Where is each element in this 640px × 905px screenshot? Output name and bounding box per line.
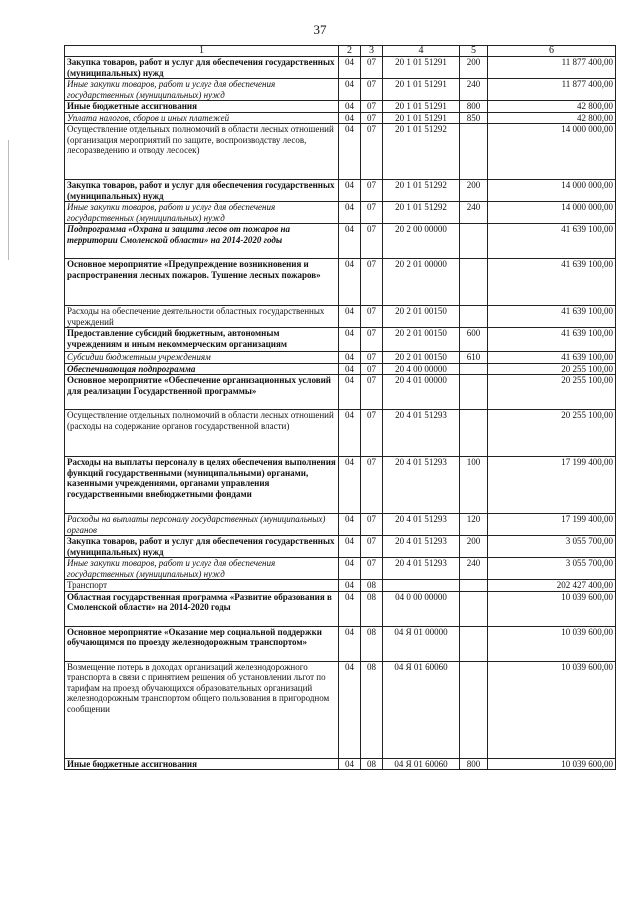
row-target-code-cell: 20 1 01 51292 bbox=[383, 202, 460, 224]
table-row bbox=[65, 202, 616, 224]
row-amount-cell: 17 199 400,00 bbox=[488, 457, 616, 514]
table-row bbox=[65, 224, 616, 259]
row-amount-cell: 10 039 600,00 bbox=[488, 626, 616, 661]
row-section-cell: 04 bbox=[339, 626, 361, 661]
row-expense-type-cell: 610 bbox=[460, 352, 488, 364]
row-expense-type-cell: 240 bbox=[460, 79, 488, 101]
row-section-cell: 04 bbox=[339, 57, 361, 79]
row-subsection-cell: 07 bbox=[361, 57, 383, 79]
row-name-cell: Закупка товаров, работ и услуг для обеспечения государственных (муниципальных) нужд bbox=[65, 536, 339, 558]
table-row bbox=[65, 410, 616, 457]
budget-table bbox=[64, 45, 616, 770]
row-expense-type-cell: 200 bbox=[460, 57, 488, 79]
row-target-code-cell: 20 2 01 00150 bbox=[383, 328, 460, 352]
row-target-code-cell: 20 4 00 00000 bbox=[383, 363, 460, 375]
table-row bbox=[65, 558, 616, 580]
row-expense-type-cell bbox=[460, 259, 488, 306]
row-section-cell: 04 bbox=[339, 536, 361, 558]
row-subsection-cell: 07 bbox=[361, 410, 383, 457]
row-subsection-cell: 07 bbox=[361, 536, 383, 558]
row-name-cell: Подпрограмма «Охрана и защита лесов от пожаров на территории Смоленской области» на 2014-2020 годы bbox=[65, 224, 339, 259]
row-target-code-cell: 20 2 01 00150 bbox=[383, 306, 460, 328]
row-name-cell: Основное мероприятие «Предупреждение возникновения и распространения лесных пожаров. Тушение лесных пожаров» bbox=[65, 259, 339, 306]
row-subsection-cell: 07 bbox=[361, 202, 383, 224]
row-expense-type-cell: 200 bbox=[460, 180, 488, 202]
row-name-cell: Обеспечивающая подпрограмма bbox=[65, 363, 339, 375]
row-amount-cell: 42 800,00 bbox=[488, 101, 616, 113]
row-subsection-cell: 07 bbox=[361, 112, 383, 124]
row-expense-type-cell bbox=[460, 224, 488, 259]
row-name-cell: Транспорт bbox=[65, 580, 339, 592]
row-amount-cell: 20 255 100,00 bbox=[488, 363, 616, 375]
row-amount-cell: 14 000 000,00 bbox=[488, 180, 616, 202]
row-section-cell: 04 bbox=[339, 558, 361, 580]
row-target-code-cell: 20 4 01 00000 bbox=[383, 375, 460, 410]
table-row bbox=[65, 626, 616, 661]
row-section-cell: 04 bbox=[339, 259, 361, 306]
row-expense-type-cell: 850 bbox=[460, 112, 488, 124]
row-section-cell: 04 bbox=[339, 124, 361, 180]
row-subsection-cell: 07 bbox=[361, 375, 383, 410]
table-row bbox=[65, 57, 616, 79]
row-name-cell: Расходы на обеспечение деятельности областных государственных учреждений bbox=[65, 306, 339, 328]
row-amount-cell: 11 877 400,00 bbox=[488, 57, 616, 79]
row-amount-cell: 3 055 700,00 bbox=[488, 536, 616, 558]
row-section-cell: 04 bbox=[339, 580, 361, 592]
table-row bbox=[65, 259, 616, 306]
row-amount-cell: 14 000 000,00 bbox=[488, 124, 616, 180]
table-row bbox=[65, 758, 616, 770]
header-col-2: 2 bbox=[339, 46, 361, 57]
row-subsection-cell: 08 bbox=[361, 580, 383, 592]
row-subsection-cell: 07 bbox=[361, 352, 383, 364]
row-name-cell: Расходы на выплаты персоналу государственных (муниципальных) органов bbox=[65, 514, 339, 536]
row-section-cell: 04 bbox=[339, 457, 361, 514]
table-row bbox=[65, 79, 616, 101]
row-amount-cell: 41 639 100,00 bbox=[488, 328, 616, 352]
table-row bbox=[65, 661, 616, 758]
row-expense-type-cell bbox=[460, 375, 488, 410]
row-name-cell: Уплата налогов, сборов и иных платежей bbox=[65, 112, 339, 124]
table-row bbox=[65, 375, 616, 410]
row-section-cell: 04 bbox=[339, 363, 361, 375]
row-target-code-cell: 20 1 01 51291 bbox=[383, 112, 460, 124]
row-name-cell: Предоставление субсидий бюджетным, автономным учреждениям и иным некоммерческим организациям bbox=[65, 328, 339, 352]
row-section-cell: 04 bbox=[339, 112, 361, 124]
row-subsection-cell: 07 bbox=[361, 514, 383, 536]
row-amount-cell: 20 255 100,00 bbox=[488, 375, 616, 410]
row-subsection-cell: 07 bbox=[361, 79, 383, 101]
row-expense-type-cell bbox=[460, 661, 488, 758]
row-section-cell: 04 bbox=[339, 375, 361, 410]
row-target-code-cell: 20 4 01 51293 bbox=[383, 514, 460, 536]
row-name-cell: Основное мероприятие «Оказание мер социальной поддержки обучающимся по проезду железнодорожным транспортом» bbox=[65, 626, 339, 661]
row-section-cell: 04 bbox=[339, 202, 361, 224]
row-amount-cell: 14 000 000,00 bbox=[488, 202, 616, 224]
row-expense-type-cell: 120 bbox=[460, 514, 488, 536]
row-section-cell: 04 bbox=[339, 101, 361, 113]
row-subsection-cell: 08 bbox=[361, 661, 383, 758]
row-section-cell: 04 bbox=[339, 328, 361, 352]
row-name-cell: Областная государственная программа «Развитие образования в Смоленской области» на 2014-2020 годы bbox=[65, 591, 339, 626]
row-target-code-cell: 20 1 01 51291 bbox=[383, 101, 460, 113]
table-row bbox=[65, 457, 616, 514]
row-target-code-cell: 20 1 01 51292 bbox=[383, 180, 460, 202]
row-target-code-cell: 04 Я 01 00000 bbox=[383, 626, 460, 661]
table-header-row bbox=[65, 46, 616, 57]
row-subsection-cell: 07 bbox=[361, 224, 383, 259]
row-section-cell: 04 bbox=[339, 224, 361, 259]
row-subsection-cell: 08 bbox=[361, 591, 383, 626]
table-row bbox=[65, 352, 616, 364]
row-amount-cell: 3 055 700,00 bbox=[488, 558, 616, 580]
row-name-cell: Закупка товаров, работ и услуг для обеспечения государственных (муниципальных) нужд bbox=[65, 57, 339, 79]
table-row bbox=[65, 514, 616, 536]
row-expense-type-cell bbox=[460, 591, 488, 626]
row-section-cell: 04 bbox=[339, 661, 361, 758]
row-expense-type-cell bbox=[460, 626, 488, 661]
row-subsection-cell: 08 bbox=[361, 626, 383, 661]
table-row bbox=[65, 112, 616, 124]
row-name-cell: Осуществление отдельных полномочий в области лесных отношений (расходы на содержание органов государственной власти) bbox=[65, 410, 339, 457]
row-subsection-cell: 07 bbox=[361, 328, 383, 352]
row-expense-type-cell: 240 bbox=[460, 202, 488, 224]
row-amount-cell: 41 639 100,00 bbox=[488, 352, 616, 364]
row-target-code-cell: 20 1 01 51291 bbox=[383, 79, 460, 101]
row-amount-cell: 41 639 100,00 bbox=[488, 306, 616, 328]
row-target-code-cell: 20 4 01 51293 bbox=[383, 457, 460, 514]
row-expense-type-cell: 100 bbox=[460, 457, 488, 514]
row-subsection-cell: 07 bbox=[361, 101, 383, 113]
table-row bbox=[65, 580, 616, 592]
row-target-code-cell: 20 4 01 51293 bbox=[383, 558, 460, 580]
row-amount-cell: 17 199 400,00 bbox=[488, 514, 616, 536]
row-name-cell: Иные бюджетные ассигнования bbox=[65, 758, 339, 770]
header-col-6: 6 bbox=[488, 46, 616, 57]
header-col-5: 5 bbox=[460, 46, 488, 57]
table-row bbox=[65, 591, 616, 626]
header-col-4: 4 bbox=[383, 46, 460, 57]
row-name-cell: Расходы на выплаты персоналу в целях обеспечения выполнения функций государственными (муниципальными) органами, казенными учреждениями, органами управления государственными внебюджетными фондами bbox=[65, 457, 339, 514]
row-expense-type-cell bbox=[460, 363, 488, 375]
row-name-cell: Основное мероприятие «Обеспечение организационных условий для реализации Государственной программы» bbox=[65, 375, 339, 410]
row-subsection-cell: 07 bbox=[361, 558, 383, 580]
table-row bbox=[65, 124, 616, 180]
row-target-code-cell: 20 1 01 51292 bbox=[383, 124, 460, 180]
row-amount-cell: 41 639 100,00 bbox=[488, 259, 616, 306]
row-subsection-cell: 08 bbox=[361, 758, 383, 770]
row-section-cell: 04 bbox=[339, 180, 361, 202]
row-name-cell: Иные закупки товаров, работ и услуг для обеспечения государственных (муниципальных) нужд bbox=[65, 79, 339, 101]
row-section-cell: 04 bbox=[339, 514, 361, 536]
row-expense-type-cell: 800 bbox=[460, 758, 488, 770]
row-name-cell: Иные закупки товаров, работ и услуг для обеспечения государственных (муниципальных) нужд bbox=[65, 558, 339, 580]
row-subsection-cell: 07 bbox=[361, 124, 383, 180]
row-section-cell: 04 bbox=[339, 306, 361, 328]
header-col-1: 1 bbox=[65, 46, 339, 57]
row-name-cell: Закупка товаров, работ и услуг для обеспечения государственных (муниципальных) нужд bbox=[65, 180, 339, 202]
row-amount-cell: 42 800,00 bbox=[488, 112, 616, 124]
row-target-code-cell: 20 4 01 51293 bbox=[383, 536, 460, 558]
row-expense-type-cell: 200 bbox=[460, 536, 488, 558]
row-section-cell: 04 bbox=[339, 79, 361, 101]
row-subsection-cell: 07 bbox=[361, 457, 383, 514]
row-amount-cell: 10 039 600,00 bbox=[488, 591, 616, 626]
row-section-cell: 04 bbox=[339, 591, 361, 626]
row-amount-cell: 10 039 600,00 bbox=[488, 661, 616, 758]
row-section-cell: 04 bbox=[339, 352, 361, 364]
row-expense-type-cell: 600 bbox=[460, 328, 488, 352]
row-section-cell: 04 bbox=[339, 758, 361, 770]
row-target-code-cell: 20 2 01 00150 bbox=[383, 352, 460, 364]
row-amount-cell: 10 039 600,00 bbox=[488, 758, 616, 770]
row-target-code-cell: 20 2 00 00000 bbox=[383, 224, 460, 259]
table-row bbox=[65, 101, 616, 113]
header-col-3: 3 bbox=[361, 46, 383, 57]
row-name-cell: Возмещение потерь в доходах организаций железнодорожного транспорта в связи с принятием решения об установлении льгот по тарифам на проезд обучающихся образовательных организаций железнодорожным транспортом общего пользования в пригородном сообщении bbox=[65, 661, 339, 758]
row-amount-cell: 11 877 400,00 bbox=[488, 79, 616, 101]
binding-margin-line bbox=[8, 140, 9, 260]
row-expense-type-cell bbox=[460, 410, 488, 457]
page-number: 37 bbox=[313, 22, 327, 37]
row-target-code-cell: 04 0 00 00000 bbox=[383, 591, 460, 626]
row-amount-cell: 41 639 100,00 bbox=[488, 224, 616, 259]
row-expense-type-cell: 240 bbox=[460, 558, 488, 580]
row-target-code-cell bbox=[383, 580, 460, 592]
row-expense-type-cell bbox=[460, 306, 488, 328]
row-target-code-cell: 20 1 01 51291 bbox=[383, 57, 460, 79]
row-target-code-cell: 04 Я 01 60060 bbox=[383, 758, 460, 770]
row-target-code-cell: 04 Я 01 60060 bbox=[383, 661, 460, 758]
row-expense-type-cell bbox=[460, 124, 488, 180]
row-subsection-cell: 07 bbox=[361, 180, 383, 202]
table-row bbox=[65, 328, 616, 352]
table-row bbox=[65, 536, 616, 558]
row-name-cell: Субсидии бюджетным учреждениям bbox=[65, 352, 339, 364]
row-amount-cell: 20 255 100,00 bbox=[488, 410, 616, 457]
table-row bbox=[65, 363, 616, 375]
row-name-cell: Иные бюджетные ассигнования bbox=[65, 101, 339, 113]
row-subsection-cell: 07 bbox=[361, 363, 383, 375]
row-expense-type-cell bbox=[460, 580, 488, 592]
row-name-cell: Иные закупки товаров, работ и услуг для обеспечения государственных (муниципальных) нужд bbox=[65, 202, 339, 224]
row-target-code-cell: 20 2 01 00000 bbox=[383, 259, 460, 306]
row-subsection-cell: 07 bbox=[361, 259, 383, 306]
row-name-cell: Осуществление отдельных полномочий в области лесных отношений (организация мероприятий по защите, воспроизводству лесов, лесоразведению и отводу лесосек) bbox=[65, 124, 339, 180]
row-amount-cell: 202 427 400,00 bbox=[488, 580, 616, 592]
row-section-cell: 04 bbox=[339, 410, 361, 457]
table-row bbox=[65, 180, 616, 202]
table-row bbox=[65, 306, 616, 328]
row-target-code-cell: 20 4 01 51293 bbox=[383, 410, 460, 457]
row-expense-type-cell: 800 bbox=[460, 101, 488, 113]
row-subsection-cell: 07 bbox=[361, 306, 383, 328]
